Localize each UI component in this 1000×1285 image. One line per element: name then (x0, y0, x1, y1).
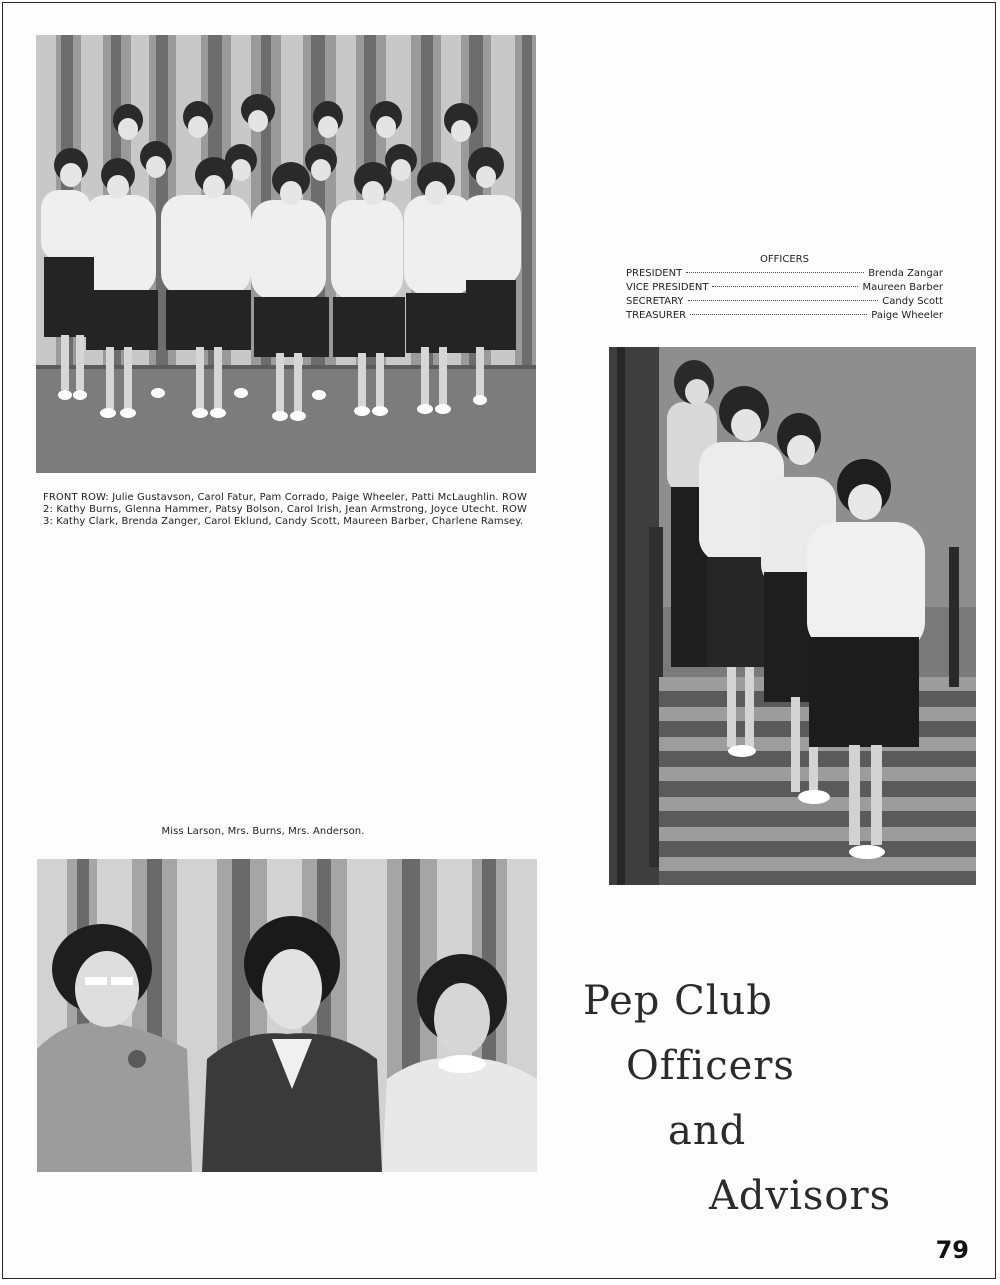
officer-name: Maureen Barber (862, 282, 943, 293)
group-photo (36, 35, 536, 473)
officer-row-vice-president (626, 281, 943, 295)
yearbook-page (2, 2, 996, 1279)
advisors-photo (37, 859, 537, 1172)
page-title-line-1: Pep Club (583, 978, 773, 1024)
officer-name: Brenda Zangar (868, 268, 943, 279)
group-photo-image (36, 35, 536, 473)
page-title-line-2: Officers (626, 1043, 795, 1089)
page-title-line-4: Advisors (709, 1173, 892, 1219)
officer-role: VICE PRESIDENT (626, 282, 709, 293)
officers-list (626, 253, 943, 323)
page-number: 79 (935, 1236, 969, 1264)
advisors-photo-image (37, 859, 537, 1172)
group-photo-caption: FRONT ROW: Julie Gustavson, Carol Fatur, Pam Corrado, Paige Wheeler, Patti McLaughlin. ROW 2: Kathy Burns, Glenna Hammer, Patsy Bolson, Carol Irish, Jean Armstrong, Joyce Utecht. ROW 3: Kathy Clark, Brenda Zanger, Carol Eklund, Candy Scott, Maureen Barber, Charlene Ramsey. (43, 492, 527, 527)
officer-role: PRESIDENT (626, 268, 683, 279)
officer-name: Candy Scott (882, 296, 943, 307)
officers-photo (609, 347, 976, 885)
officers-photo-image (609, 347, 976, 885)
page-title-line-3: and (668, 1108, 747, 1154)
dot-leader (690, 314, 867, 315)
officer-name: Paige Wheeler (871, 310, 943, 321)
officer-row-president (626, 267, 943, 281)
dot-leader (688, 300, 879, 301)
advisors-photo-caption: Miss Larson, Mrs. Burns, Mrs. Anderson. (161, 826, 365, 837)
officer-role: SECRETARY (626, 296, 684, 307)
officer-row-secretary (626, 295, 943, 309)
officers-heading: OFFICERS (760, 254, 809, 265)
dot-leader (686, 272, 864, 273)
officer-row-treasurer (626, 309, 943, 323)
officer-role: TREASURER (626, 310, 687, 321)
dot-leader (712, 286, 858, 287)
